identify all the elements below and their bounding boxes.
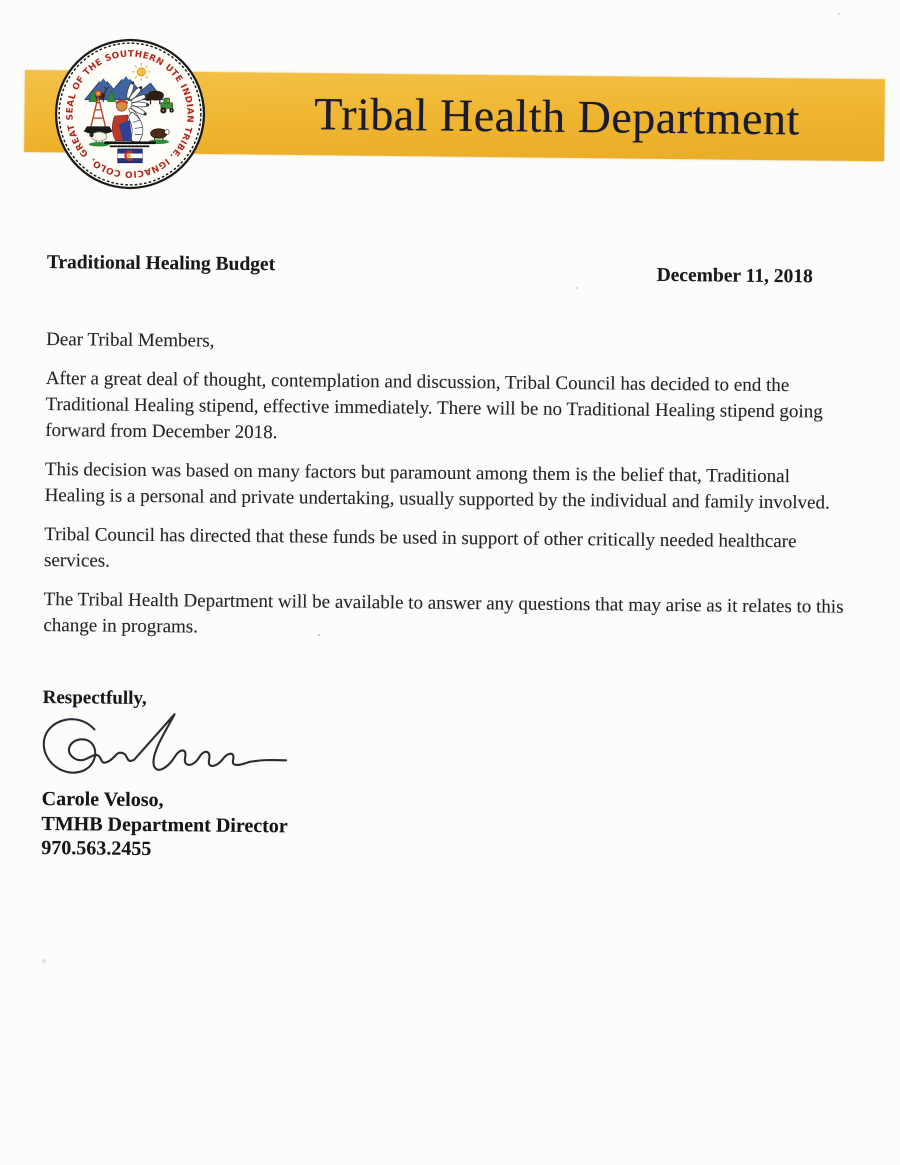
department-title: Tribal Health Department [314, 88, 801, 145]
paragraph-3: Tribal Council has directed that these funds be used in support of other critically needed healthcare services. [43, 523, 797, 572]
signer-name: Carole Veloso, [41, 787, 164, 812]
subject-line: Traditional Healing Budget [46, 251, 276, 276]
seal-ring-text: GREAT SEAL OF THE SOUTHERN UTE INDIAN TRIBE. IGNACIO COLO. [65, 49, 195, 179]
handwritten-signature [36, 705, 851, 789]
salutation: Dear Tribal Members, [46, 328, 215, 352]
closing-line: Respectfully, [42, 686, 147, 709]
signer-title: TMHB Department Director [41, 812, 288, 837]
signer-phone: 970.563.2455 [41, 836, 152, 861]
seal-graphic [54, 37, 206, 191]
colorado-flag-icon [118, 149, 143, 163]
date-line: December 11, 2018 [656, 264, 813, 288]
paragraph-1: After a great deal of thought, contemplation and discussion, Tribal Council has decided to end the Traditional Healing stipend, effective immediately. There will be no Traditional Healing stipend going forward from December 2018. [45, 367, 823, 444]
signature-block [41, 787, 850, 868]
paragraph-2: This decision was based on many factors but paramount among them is the belief that, Traditional Healing is a personal and private undertaking, usually supported by the individual and family involved. [44, 458, 830, 514]
paragraph-4: The Tribal Health Department will be available to answer any questions that may arise as it relates to this change in programs. [43, 588, 844, 638]
subject-row [47, 250, 855, 291]
letter-body [41, 250, 855, 868]
tribal-seal-logo [54, 37, 206, 191]
